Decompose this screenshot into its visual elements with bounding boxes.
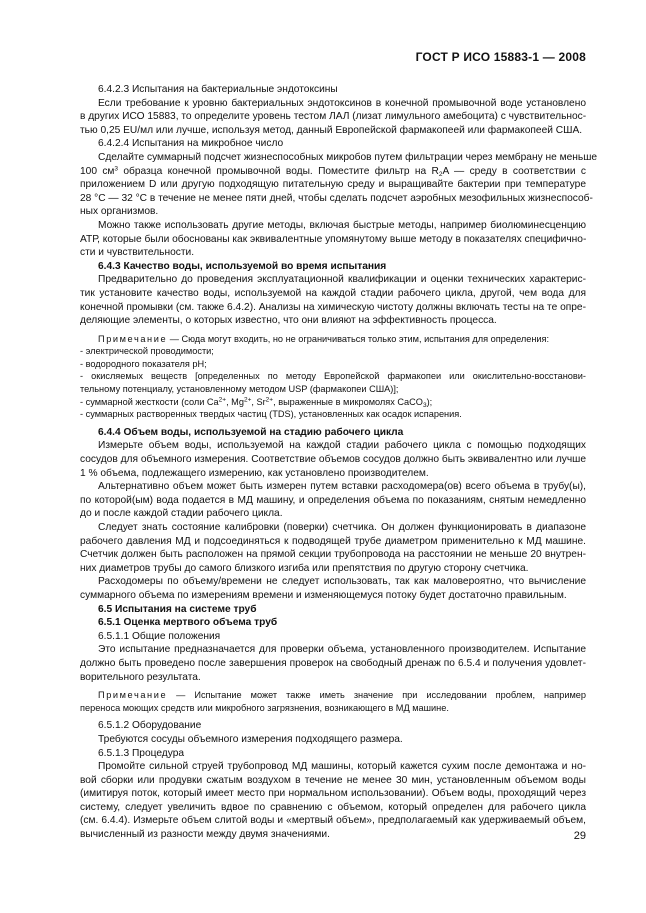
paragraph-line: (см. 6.4.4). Измерьте объем слитой воды и «мертвый объем», предполагаемый как удерживаемый объем, [80,815,586,827]
section-heading-6-4-2-3: 6.4.2.3 Испытания на бактериальные эндотоксины [98,84,338,95]
paragraph-line: Расходомеры по объему/времени не следует использовать, так как маловероятно, что вычисление [98,576,586,588]
paragraph-line: Сделайте суммарный подсчет жизнеспособных микробов путем фильтрации через мембрану не меньше [98,151,598,163]
note-line: переноса моющих средств или микробного загрязнения, возникающего в МД машине. [80,702,449,713]
paragraph-line: Следует знать состояние калибровки (поверки) счетчика. Он должен функционировать в диапазоне [98,522,586,533]
note-item: - суммарных растворенных твердых частиц (TDS), установленных как осадок испарения. [80,409,462,420]
note-item: - окисляемых веществ [определенных по методу Европейской фармакопеи или окислительно-восстанови- [80,371,586,382]
note-item: - электрической проводимости; [80,346,214,357]
paragraph-line: Требуются сосуды объемного измерения подходящего размера. [98,733,403,745]
subsection-heading-6-5-1-2: 6.5.1.2 Оборудование [98,720,202,732]
paragraph-line: сти и чувствительности. [80,247,195,259]
paragraph-line: Промойте сильной струей трубопровод МД машины, который кажется сухим после демонтажа и но- [98,761,586,773]
note-label: Примечание [98,333,168,344]
section-heading-6-4-3: 6.4.3 Качество воды, используемой во время испытания [98,260,387,272]
paragraph-line: них диаметров трубы до самого близкого изгиба или препятствия по другую сторону счетчика. [80,562,529,574]
paragraph-line: Можно также использовать другие методы, включая быстрые методы, например биолюминесценцию [98,219,586,231]
paragraph-line: приложением D или другую подходящую питательную среду и выращивайте бактерии при температуре [80,179,586,191]
paragraph-line: АТР, которые были обоснованы как эквивалентные упомянутому выше методу в показателях специфично- [80,233,587,245]
section-heading-6-4-2-4: 6.4.2.4 Испытания на микробное число [98,138,284,150]
section-heading-6-5-1: 6.5.1 Оценка мертвого объема труб [98,617,278,629]
document-body [80,83,598,842]
paragraph-line: деляющие элементы, о которых известно, что они влияют на эффективность процесса. [80,315,497,327]
paragraph-line: рабочего давления МД и подсоединяться к подводящей трубе диаметром применительно к МД машине. [80,535,586,547]
paragraph-line: 1 % объема, подлежащего измерению, как установлено производителем. [80,467,429,479]
paragraph-line: 100 $см^3$ образца конечной промывочной воды. Поместите фильтр на $R_2A$ — среду в соответствии с [80,165,586,178]
paragraph-line: вой сборки или продувки сжатым воздухом в течение не менее 30 мин, установленным объемом воды [80,774,586,786]
paragraph-line: сосудов для объемного измерения. Соответствие объемов сосудов должно быть эквивалентно или лучше [80,454,586,466]
paragraph-line: суммарного объема по измерениям времени и изменяющемуся потоку будет достаточно правильным. [80,589,567,601]
paragraph-line: до и после каждой стадии рабочего цикла. [80,508,283,520]
subsection-heading-6-5-1-3: 6.5.1.3 Процедура [98,747,185,759]
paragraph-line: тью 0,25 EU/мл или лучше, используя метод, данный Европейской фармакопеей или фармакопеей США. [80,124,583,136]
paragraph-line: вычисленный из разности между двумя значениями. [80,829,330,841]
note-label: Примечание [98,690,168,701]
note-item: - водородного показателя рН; [80,358,207,369]
paragraph-line: Это испытание предназначается для проверки объема, установленного производителем. Испытание [98,644,586,656]
subsection-heading-6-5-1-1: 6.5.1.1 Общие положения [98,630,221,642]
paragraph-line: ворительного результата. [80,671,201,683]
note: Примечание — Сюда могут входить, но не ограничиваться только этим, испытания для определения: [98,333,550,344]
paragraph-line: (имитируя поток, который имеет место при нормальном использовании). Объем воды, проходящий через [80,788,586,800]
paragraph-line: в других ИСО 15883, то определите уровень тестом ЛАЛ (лизат лимульного амебоцита) с чувствительнос- [80,111,587,123]
paragraph-line: 28 °C — 32 °C в течение не менее пяти дней, чтобы сделать подсчет аэробных мезофильных жизнеспособ- [80,192,593,204]
paragraph-line: ных организмов. [80,206,159,218]
paragraph-line: систему, следует увеличить вдвое по сравнению с объемом, который определен для рабочего цикла [80,801,586,813]
paragraph-line: должно быть проведено после завершения проверок на свободный дренаж по 6.5.4 и получения удовлет- [80,657,586,669]
paragraph-line: Счетчик должен быть расположен на прямой секции трубопровода на расстоянии не меньше 20 внутрен- [80,549,586,561]
note-item: тельному потенциалу, установленному методом USP (фармакопеи США)]; [80,384,399,395]
paragraph-line: тик установите качество воды, используемой на каждой стадии рабочего цикла, другой, чем вода для [80,287,586,299]
paragraph-line: по которой(ым) вода подается в МД машину, и определения объема по показаниям, снятым немедленно [80,494,586,506]
standard-header: ГОСТ Р ИСО 15883-1 — 2008 [415,50,586,64]
page-number: 29 [573,830,586,842]
section-heading-6-4-4: 6.4.4 Объем воды, используемой на стадию рабочего цикла [98,426,404,438]
section-heading-6-5: 6.5 Испытания на системе труб [98,603,257,615]
note: Примечание — Испытание может также иметь значение при исследовании проблем, например [98,690,586,701]
paragraph-line: Измерьте объем воды, используемой на каждой стадии рабочего цикла с помощью подходящих [98,440,586,452]
paragraph-line: Альтернативно объем может быть измерен путем вставки расходомера(ов) всего объема в трубу(ы), [98,481,586,493]
paragraph-line: Если требование к уровню бактериальных эндотоксинов в конечной промывочной воде установлено [98,97,586,109]
note-item: - суммарной жесткости (соли $Ca^{2+}$, $Mg^{2+}$, $Sr^{2+}$, выраженные в микромолях CaCO$_3$); [80,396,433,409]
paragraph-line: Предварительно до проведения эксплуатационной квалификации и оценки технических характерис- [98,274,586,286]
paragraph-line: конечной промывки (см. также 6.4.2). Анализы на химическую чистоту должны включать тесты на те опре- [80,301,586,313]
